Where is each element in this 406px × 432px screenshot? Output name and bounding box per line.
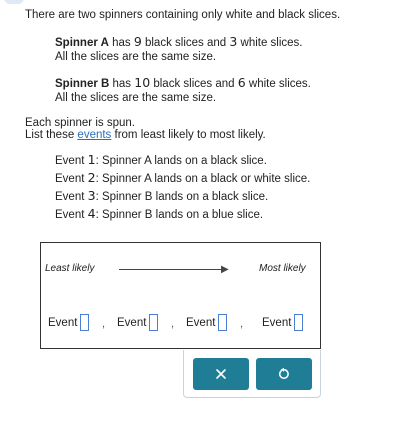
event-4-number: 4 <box>87 206 96 221</box>
spinner-a-black-text: black slices and <box>141 37 230 49</box>
answer-slot-3[interactable] <box>186 314 227 331</box>
spinner-a-black-count: 9 <box>133 34 142 49</box>
spinner-b-same-size: All the slices are the same size. <box>55 92 217 104</box>
slot-3-input[interactable] <box>218 314 227 331</box>
tab-corner <box>4 0 24 4</box>
spun-text: Each spinner is spun. <box>25 117 135 129</box>
most-likely-label: Most likely <box>259 263 306 274</box>
instruction-text <box>25 127 266 143</box>
answer-slot-1[interactable] <box>48 314 89 331</box>
least-likely-label: Least likely <box>45 263 95 274</box>
spinner-a-white-count: 3 <box>229 34 238 49</box>
event-3-text: Event 3: Spinner B lands on a black slice. <box>55 188 269 203</box>
slot-3-label: Event <box>186 316 216 329</box>
answer-box <box>40 242 321 349</box>
events-link[interactable]: events <box>77 129 112 141</box>
slot-4-input[interactable] <box>294 314 303 331</box>
order-arrow <box>119 269 227 270</box>
spinner-b-has: has <box>109 78 135 90</box>
spinner-b-black-count: 10 <box>134 75 151 90</box>
comma-3: , <box>240 318 244 330</box>
slot-1-label: Event <box>48 316 78 329</box>
spinner-b-black-text: black slices and <box>150 78 238 90</box>
instruction-post: from least likely to most likely. <box>111 129 266 141</box>
event-1-number: 1 <box>87 152 96 167</box>
comma-2: , <box>171 318 175 330</box>
event-1-text: Event 1: Spinner A lands on a black slice. <box>55 152 267 167</box>
spinner-a-same-size: All the slices are the same size. <box>55 51 217 63</box>
spinner-a-white-text: white slices. <box>237 37 303 49</box>
spinner-b-white-count: 6 <box>237 75 246 90</box>
spinner-b-white-text: white slices. <box>245 78 311 90</box>
instruction-pre: List these <box>25 129 78 141</box>
undo-button[interactable] <box>256 358 312 390</box>
slot-4-label: Event <box>262 316 292 329</box>
spinner-a-has: has <box>108 37 134 49</box>
slot-1-input[interactable] <box>80 314 89 331</box>
answer-slot-4[interactable] <box>262 314 303 331</box>
event-2-text: Event 2: Spinner A lands on a black or white slice. <box>55 170 311 185</box>
spinner-b-name: Spinner B <box>55 78 110 90</box>
slot-2-label: Event <box>117 316 147 329</box>
event-3-number: 3 <box>87 188 96 203</box>
undo-icon <box>277 367 291 381</box>
event-4-text: Event 4: Spinner B lands on a blue slice. <box>55 206 264 221</box>
button-panel <box>183 350 321 398</box>
close-icon <box>215 368 227 380</box>
arrow-head-icon: ▶ <box>221 264 229 275</box>
spinner-a-name: Spinner A <box>55 37 109 49</box>
clear-button[interactable] <box>193 358 249 390</box>
comma-1: , <box>102 318 106 330</box>
slot-2-input[interactable] <box>149 314 158 331</box>
event-2-number: 2 <box>87 170 96 185</box>
intro-text: There are two spinners containing only white and black slices. <box>25 9 341 21</box>
answer-slot-2[interactable] <box>117 314 158 331</box>
